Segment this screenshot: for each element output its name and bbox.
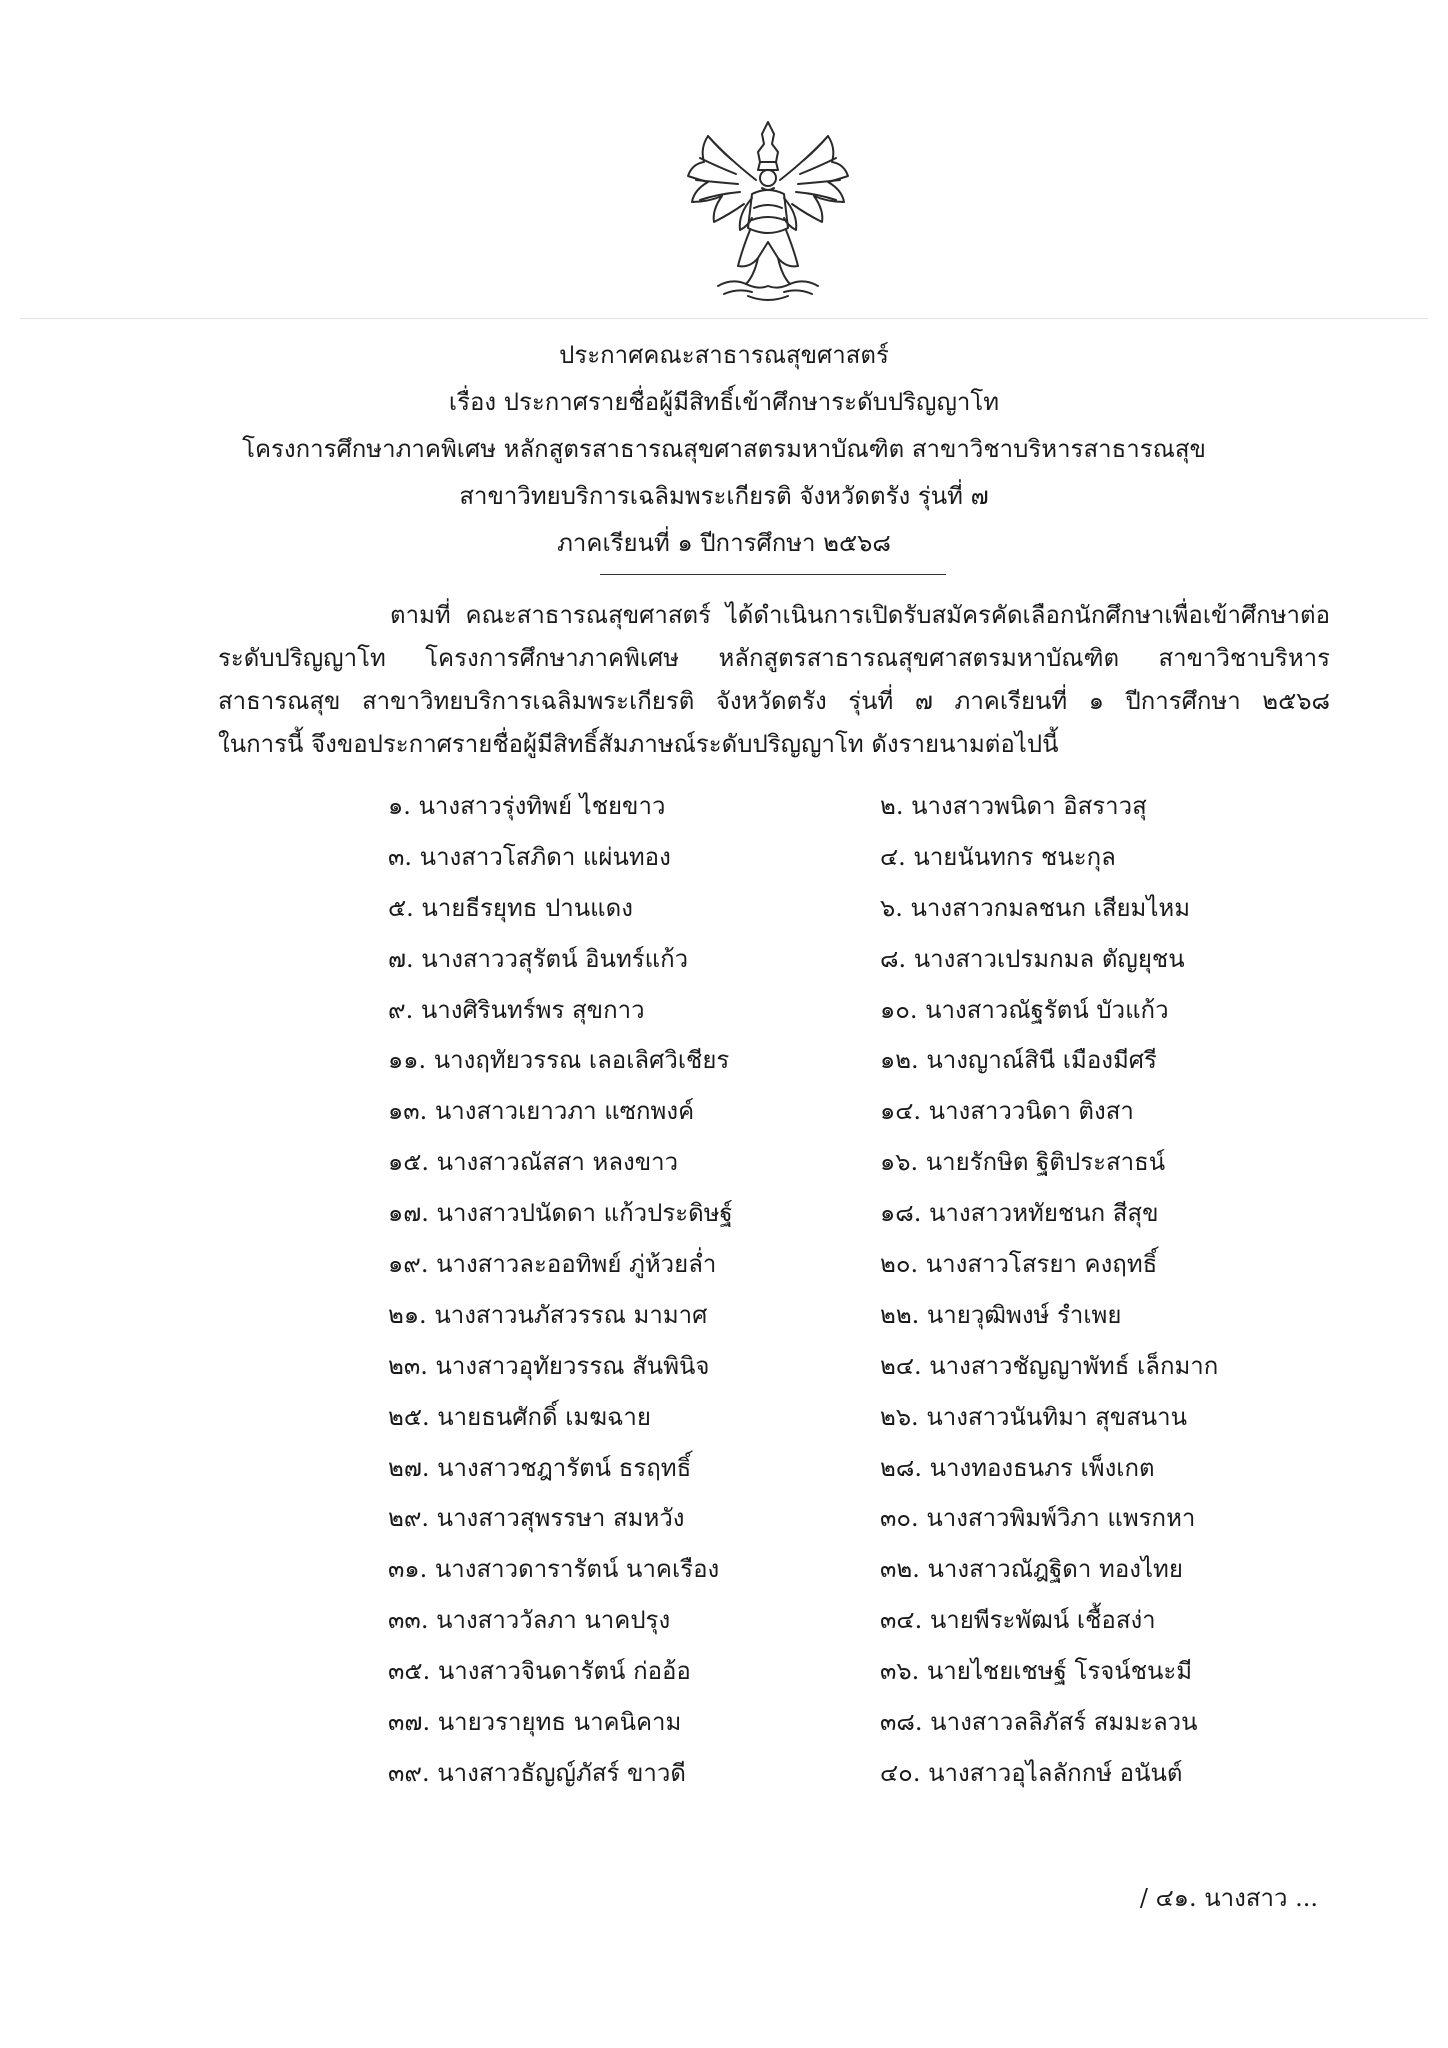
name-entry: ๑๑. นางฤทัยวรรณ เลอเลิศวิเชียร bbox=[388, 1046, 730, 1075]
name-entry: ๒๗. นางสาวชฎารัตน์ ธรฤทธิ์ bbox=[388, 1453, 692, 1482]
heading-term: ภาคเรียนที่ ๑ ปีการศึกษา ๒๕๖๘ bbox=[557, 529, 891, 557]
name-entry: ๑๖. นายรักษิต ฐิติประสาธน์ bbox=[880, 1148, 1166, 1177]
heading-program: โครงการศึกษาภาคพิเศษ หลักสูตรสาธารณสุขศาสตรมหาบัณฑิต สาขาวิชาบริหารสาธารณสุข bbox=[242, 435, 1206, 463]
name-row bbox=[0, 837, 1448, 888]
page-fold-line bbox=[20, 318, 1428, 319]
name-row bbox=[0, 1040, 1448, 1091]
name-entry: ๓๐. นางสาวพิมพ์วิภา แพรกหา bbox=[880, 1504, 1196, 1533]
name-row bbox=[0, 939, 1448, 990]
name-entry: ๓๓. นางสาววัลภา นาคปรุง bbox=[388, 1606, 671, 1635]
name-row bbox=[0, 1397, 1448, 1448]
announcement-heading bbox=[0, 332, 1448, 567]
paragraph-line: ในการนี้ จึงขอประกาศรายชื่อผู้มีสิทธิ์สัมภาษณ์ระดับปริญญาโท ดังรายนามต่อไปนี้ bbox=[218, 730, 1059, 758]
name-entry: ๒๒. นายวุฒิพงษ์ รำเพย bbox=[880, 1300, 1122, 1329]
name-row bbox=[0, 990, 1448, 1041]
name-row bbox=[0, 888, 1448, 939]
name-entry: ๒๑. นางสาวนภัสวรรณ มามาศ bbox=[388, 1300, 708, 1329]
name-row bbox=[0, 1346, 1448, 1397]
name-entry: ๓๕. นางสาวจินดารัตน์ ก่ออ้อ bbox=[388, 1657, 691, 1686]
heading-issuer: ประกาศคณะสาธารณสุขศาสตร์ bbox=[559, 341, 889, 369]
garuda-emblem-icon bbox=[678, 118, 858, 304]
name-entry: ๓๒. นางสาวณัฎฐิดา ทองไทย bbox=[880, 1555, 1183, 1584]
name-row bbox=[0, 1753, 1448, 1804]
name-entry: ๕. นายธีรยุทธ ปานแดง bbox=[388, 893, 633, 922]
name-row bbox=[0, 1295, 1448, 1346]
name-entry: ๒. นางสาวพนิดา อิสราวสุ bbox=[880, 792, 1147, 820]
name-row bbox=[0, 1091, 1448, 1142]
name-entry: ๑๒. นางญาณ์สินี เมืองมีศรี bbox=[880, 1046, 1157, 1075]
name-entry: ๑๙. นางสาวละออทิพย์ ภู่ห้วยล่ำ bbox=[388, 1250, 717, 1279]
name-entry: ๓๔. นายพีระพัฒน์ เชื้อสง่า bbox=[880, 1606, 1156, 1635]
name-entry: ๔๐. นางสาวอุไลลักกษ์ อนันต์ bbox=[880, 1758, 1183, 1787]
name-entry: ๒๔. นางสาวชัญญาพัทธ์ เล็กมาก bbox=[880, 1351, 1219, 1380]
paragraph-line: ตามที่ คณะสาธารณสุขศาสตร์ ได้ดำเนินการเปิดรับสมัครคัดเลือกนักศึกษาเพื่อเข้าศึกษาต่อ bbox=[390, 601, 1330, 629]
name-row bbox=[0, 1600, 1448, 1651]
name-entry: ๑. นางสาวรุ่งทิพย์ ไชยขาว bbox=[388, 792, 666, 820]
name-entry: ๓๘. นางสาวลลิภัสร์ สมมะลวน bbox=[880, 1708, 1198, 1737]
heading-branch: สาขาวิทยบริการเฉลิมพระเกียรติ จังหวัดตรัง รุ่นที่ ๗ bbox=[459, 482, 989, 510]
name-entry: ๔. นายนันทกร ชนะกุล bbox=[880, 842, 1116, 871]
paragraph-line: ระดับปริญญาโท โครงการศึกษาภาคพิเศษ หลักสูตรสาธารณสุขศาสตรมหาบัณฑิต สาขาวิชาบริหาร bbox=[218, 644, 1330, 672]
name-row bbox=[0, 786, 1448, 837]
body-paragraph bbox=[218, 594, 1330, 766]
name-row bbox=[0, 1549, 1448, 1600]
name-entry: ๓๙. นางสาวธัญญ์ภัสร์ ขาวดี bbox=[388, 1758, 686, 1787]
heading-subject: เรื่อง ประกาศรายชื่อผู้มีสิทธิ์เข้าศึกษาระดับปริญญาโท bbox=[448, 388, 1000, 416]
name-entry: ๓๖. นายไชยเชษฐ์ โรจน์ชนะมี bbox=[880, 1657, 1193, 1686]
name-row bbox=[0, 1702, 1448, 1753]
name-entry: ๑๘. นางสาวหทัยชนก สีสุข bbox=[880, 1199, 1159, 1228]
name-row bbox=[0, 1448, 1448, 1499]
name-entry: ๘. นางสาวเปรมกมล ตัญยุชน bbox=[880, 944, 1185, 973]
name-entry: ๗. นางสาววสุรัตน์ อินทร์แก้ว bbox=[388, 944, 689, 973]
name-entry: ๓. นางสาวโสภิดา แผ่นทอง bbox=[388, 842, 671, 871]
name-entry: ๑๔. นางสาววนิดา ติงสา bbox=[880, 1097, 1134, 1126]
name-entry: ๒๕. นายธนศักดิ์ เมฆฉาย bbox=[388, 1402, 651, 1431]
name-entry: ๒๐. นางสาวโสรยา คงฤทธิ์ bbox=[880, 1250, 1158, 1279]
name-entry: ๑๗. นางสาวปนัดดา แก้วประดิษฐ์ bbox=[388, 1199, 733, 1228]
name-entry: ๒๙. นางสาวสุพรรษา สมหวัง bbox=[388, 1504, 685, 1533]
name-row bbox=[0, 1244, 1448, 1295]
name-row bbox=[0, 1498, 1448, 1549]
name-entry: ๙. นางศิรินทร์พร สุขกาว bbox=[388, 995, 645, 1024]
name-entry: ๑๕. นางสาวณัสสา หลงขาว bbox=[388, 1148, 679, 1177]
name-entry: ๓๑. นางสาวดารารัตน์ นาคเรือง bbox=[388, 1555, 720, 1584]
continuation-marker: / ๔๑. นางสาว ... bbox=[1139, 1884, 1318, 1912]
name-row bbox=[0, 1651, 1448, 1702]
name-entry: ๒๖. นางสาวนันทิมา สุขสนาน bbox=[880, 1402, 1188, 1431]
paragraph-line: สาธารณสุข สาขาวิทยบริการเฉลิมพระเกียรติ จังหวัดตรัง รุ่นที่ ๗ ภาคเรียนที่ ๑ ปีการศึกษา ๒๕๖๘ bbox=[218, 687, 1330, 715]
name-entry: ๑๐. นางสาวณัฐรัตน์ บัวแก้ว bbox=[880, 995, 1169, 1024]
name-entry: ๖. นางสาวกมลชนก เสียมไหม bbox=[880, 893, 1191, 922]
name-entry: ๑๓. นางสาวเยาวภา แซกพงค์ bbox=[388, 1097, 695, 1126]
heading-divider bbox=[600, 574, 946, 575]
name-entry: ๓๗. นายวรายุทธ นาคนิคาม bbox=[388, 1708, 682, 1737]
name-entry: ๒๘. นางทองธนภร เพ็งเกต bbox=[880, 1453, 1155, 1482]
name-row bbox=[0, 1193, 1448, 1244]
name-entry: ๒๓. นางสาวอุทัยวรรณ สันพินิจ bbox=[388, 1351, 710, 1380]
name-list bbox=[0, 786, 1448, 1804]
name-row bbox=[0, 1142, 1448, 1193]
